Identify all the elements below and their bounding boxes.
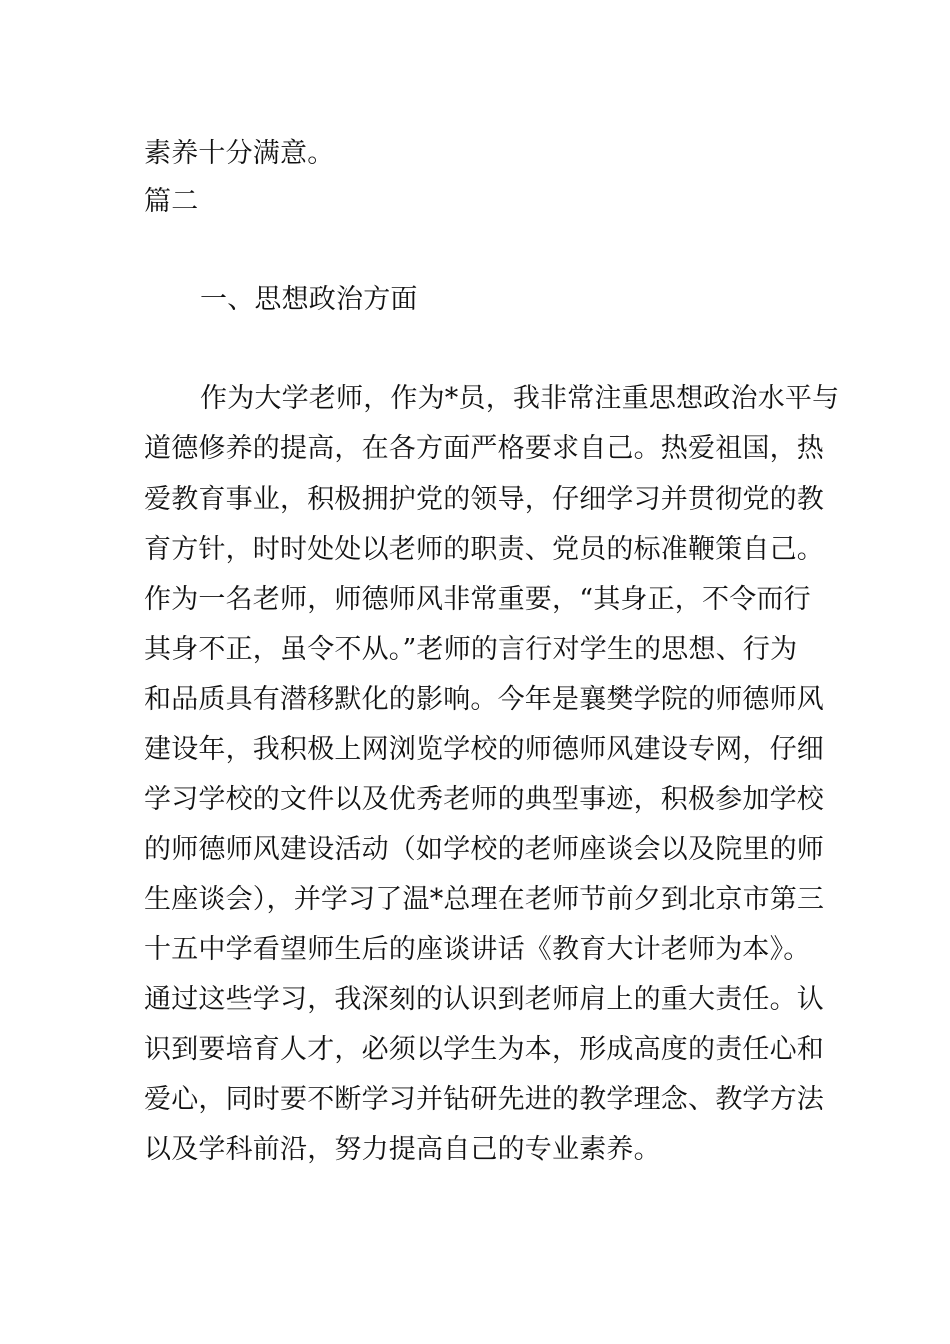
paragraph-line: 的师德师风建设活动（如学校的老师座谈会以及院里的师 [144, 834, 824, 865]
paragraph-line: 以及学科前沿，努力提高自己的专业素养。 [144, 1134, 661, 1165]
paragraph-line: 学习学校的文件以及优秀老师的典型事迹，积极参加学校 [144, 784, 824, 815]
paragraph-line: 识到要培育人才，必须以学生为本，形成高度的责任心和 [144, 1034, 824, 1065]
section-label: 篇二 [144, 186, 199, 217]
paragraph-line: 育方针，时时处处以老师的职责、党员的标准鞭策自己。 [144, 534, 824, 565]
paragraph-line: 通过这些学习，我深刻的认识到老师肩上的重大责任。认 [144, 984, 824, 1015]
paragraph-line: 其身不正，虽令不从。”老师的言行对学生的思想、行为 [144, 634, 798, 665]
paragraph-line: 道德修养的提高，在各方面严格要求自己。热爱祖国，热 [144, 433, 824, 464]
paragraph-line: 爱心，同时要不断学习并钻研先进的教学理念、教学方法 [144, 1084, 824, 1115]
section-heading: 一、思想政治方面 [200, 284, 418, 315]
paragraph-line: 爱教育事业，积极拥护党的领导，仔细学习并贯彻党的教 [144, 484, 824, 515]
paragraph-line: 建设年，我积极上网浏览学校的师德师风建设专网，仔细 [144, 734, 824, 765]
carryover-text: 素养十分满意。 [144, 138, 335, 169]
paragraph-line: 生座谈会），并学习了温*总理在老师节前夕到北京市第三 [144, 884, 825, 915]
paragraph-line: 和品质具有潜移默化的影响。今年是襄樊学院的师德师风 [144, 684, 824, 715]
paragraph-line: 作为一名老师，师德师风非常重要，“其身正，不令而行 [144, 584, 811, 615]
paragraph-line: 十五中学看望师生后的座谈讲话《教育大计老师为本》。 [144, 934, 811, 965]
paragraph-line: 作为大学老师，作为*员，我非常注重思想政治水平与 [200, 383, 840, 414]
